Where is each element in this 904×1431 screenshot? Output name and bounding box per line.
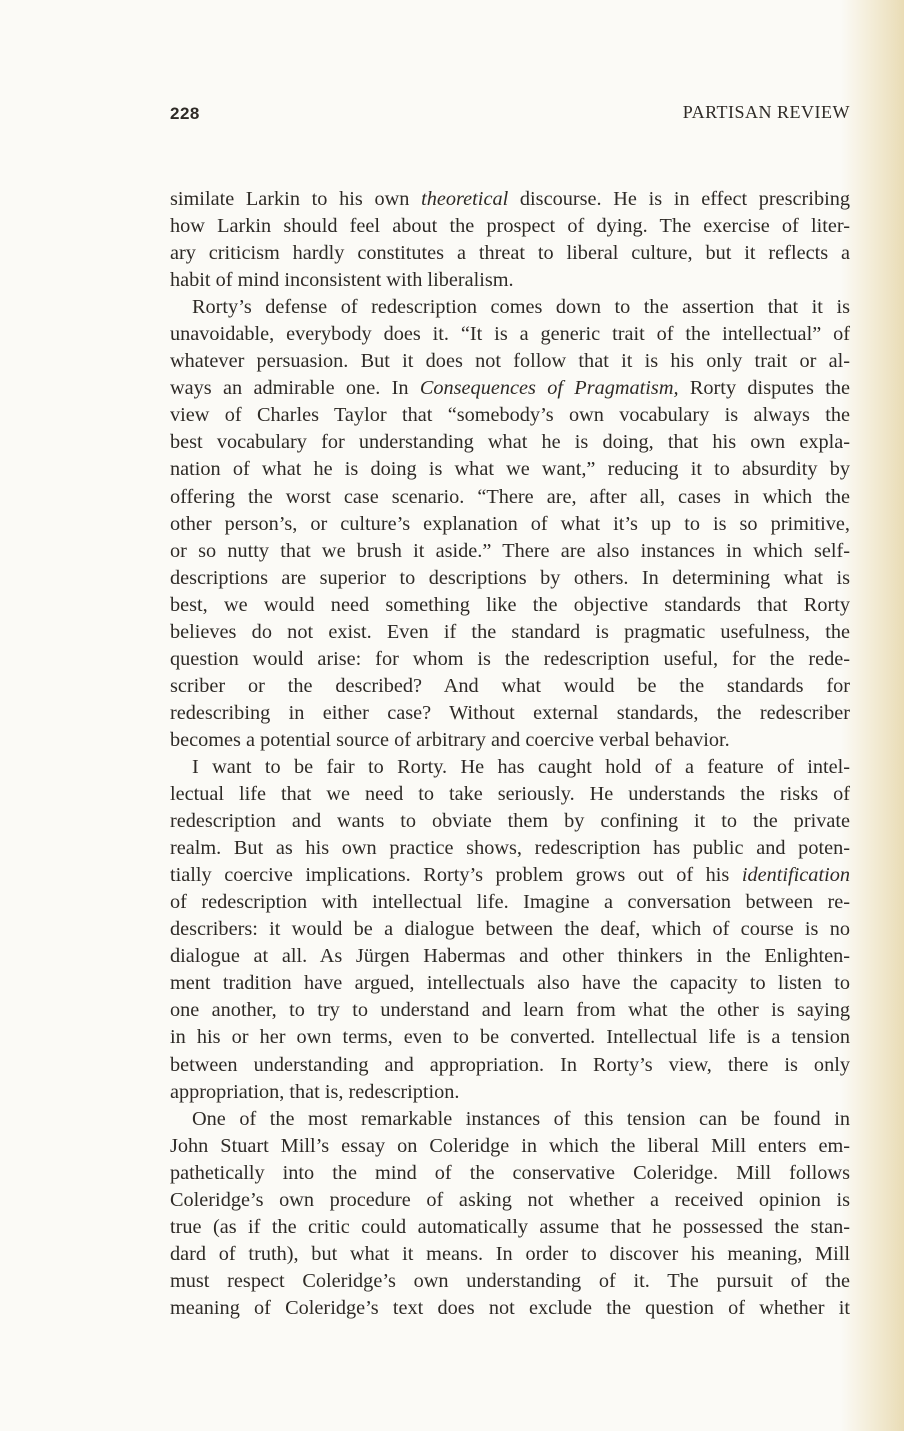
text-segment: or so nutty that we brush it aside.” There are also instances in which self-: [170, 539, 850, 562]
text-segment: Rorty’s defense of redescription comes down to the assertion that it is: [192, 296, 850, 319]
text-line: [170, 862, 850, 889]
text-segment: must respect Coleridge’s own understanding of it. The pursuit of the: [170, 1269, 850, 1292]
text-line: [170, 700, 850, 727]
text-segment: nation of what he is doing is what we want,” reducing it to absurdity by: [170, 458, 850, 481]
text-segment: similate Larkin to his own: [170, 188, 422, 210]
text-segment: believes do not exist. Even if the standard is pragmatic usefulness, the: [170, 620, 850, 643]
text-segment: of redescription with intellectual life. Imagine a conversation between re-: [170, 891, 850, 914]
text-segment: other person’s, or culture’s explanation of what it’s up to is so primitive,: [170, 512, 850, 535]
text-line: [170, 402, 850, 429]
text-segment: ment tradition have argued, intellectuals also have the capacity to listen to: [170, 972, 850, 995]
text-segment: Rorty disputes the: [678, 377, 851, 400]
article-body: [170, 186, 850, 1322]
text-line: [170, 186, 850, 213]
text-segment: redescribing in either case? Without external standards, the redescriber: [170, 701, 850, 724]
text-line: [170, 511, 850, 538]
text-line: [170, 538, 850, 565]
text-segment: redescription and wants to obviate them by confining it to the private: [170, 810, 850, 833]
text-line: [170, 619, 850, 646]
text-line: [170, 970, 850, 997]
text-line: [170, 348, 850, 375]
text-segment: descriptions are superior to descriptions by others. In determining what is: [170, 566, 850, 589]
running-title: PARTISAN REVIEW: [682, 102, 850, 122]
italic-text: Consequences of Pragmatism,: [419, 377, 679, 400]
text-line: [170, 835, 850, 862]
text-line: [170, 267, 850, 294]
text-line: [170, 1295, 850, 1322]
text-line: [170, 781, 850, 808]
text-line: [170, 1241, 850, 1268]
text-line: [170, 592, 850, 619]
text-segment: John Stuart Mill’s essay on Coleridge in which the liberal Mill enters em-: [170, 1134, 850, 1157]
text-line: [170, 1106, 850, 1133]
text-segment: question would arise: for whom is the redescription useful, for the rede-: [170, 647, 850, 670]
text-line: [170, 294, 850, 321]
text-segment: dialogue at all. As Jürgen Habermas and other thinkers in the Enlighten-: [170, 945, 850, 968]
text-segment: unavoidable, everybody does it. “It is a generic trait of the intellectual” of: [170, 323, 850, 346]
text-segment: habit of mind inconsistent with liberalism.: [170, 269, 514, 292]
text-line: [170, 1187, 850, 1214]
text-line: [170, 673, 850, 700]
text-segment: becomes a potential source of arbitrary and coercive verbal behavior.: [170, 728, 730, 751]
text-segment: Coleridge’s own procedure of asking not whether a received opinion is: [170, 1188, 850, 1211]
text-line: [170, 727, 850, 754]
text-line: [170, 429, 850, 456]
text-segment: view of Charles Taylor that “somebody’s own vocabulary is always the: [170, 404, 850, 427]
text-line: [170, 1133, 850, 1160]
text-segment: between understanding and appropriation. In Rorty’s view, there is only: [170, 1053, 850, 1076]
text-segment: ways an admirable one. In: [170, 377, 420, 400]
text-segment: how Larkin should feel about the prospect of dying. The exercise of liter-: [170, 215, 850, 238]
text-line: [170, 754, 850, 781]
text-segment: appropriation, that is, redescription.: [170, 1080, 460, 1103]
text-line: [170, 808, 850, 835]
text-line: [170, 1052, 850, 1079]
text-segment: best vocabulary for understanding what he is doing, that his own expla-: [170, 431, 850, 454]
text-segment: I want to be fair to Rorty. He has caught hold of a feature of intel-: [192, 755, 850, 778]
text-line: [170, 565, 850, 592]
text-segment: tially coercive implications. Rorty’s problem grows out of his: [170, 864, 742, 887]
text-segment: lectual life that we need to take seriously. He understands the risks of: [170, 783, 850, 806]
text-line: [170, 456, 850, 483]
text-line: [170, 1024, 850, 1051]
text-segment: offering the worst case scenario. “There are, after all, cases in which the: [170, 485, 850, 508]
text-segment: best, we would need something like the objective standards that Rorty: [170, 593, 850, 616]
text-line: [170, 1268, 850, 1295]
text-line: [170, 1214, 850, 1241]
text-line: [170, 321, 850, 348]
text-segment: whatever persuasion. But it does not follow that it is his only trait or al-: [170, 350, 850, 373]
text-segment: pathetically into the mind of the conservative Coleridge. Mill follows: [170, 1161, 850, 1184]
text-segment: in his or her own terms, even to be converted. Intellectual life is a tension: [170, 1026, 850, 1049]
text-line: [170, 997, 850, 1024]
text-segment: ary criticism hardly constitutes a threat to liberal culture, but it reflects a: [170, 242, 850, 265]
italic-text: theoretical: [421, 188, 509, 210]
text-line: [170, 916, 850, 943]
text-line: [170, 375, 850, 402]
text-line: [170, 240, 850, 267]
text-line: [170, 1160, 850, 1187]
text-line: [170, 889, 850, 916]
page-number: 228: [170, 104, 200, 123]
text-line: [170, 943, 850, 970]
text-segment: discourse. He is in effect prescribing: [508, 188, 851, 210]
text-segment: realm. But as his own practice shows, redescription has public and poten-: [170, 837, 850, 860]
text-segment: describers: it would be a dialogue between the deaf, which of course is no: [170, 918, 850, 941]
text-segment: one another, to try to understand and learn from what the other is saying: [170, 999, 850, 1022]
text-segment: meaning of Coleridge’s text does not exclude the question of whether it: [170, 1296, 850, 1319]
text-line: [170, 1079, 850, 1106]
text-line: [170, 213, 850, 240]
text-line: [170, 646, 850, 673]
text-line: [170, 484, 850, 511]
text-segment: dard of truth), but what it means. In order to discover his meaning, Mill: [170, 1242, 850, 1265]
text-segment: true (as if the critic could automatically assume that he possessed the stan-: [170, 1215, 850, 1238]
text-segment: One of the most remarkable instances of this tension can be found in: [192, 1107, 850, 1130]
italic-text: identification: [741, 864, 850, 887]
text-segment: scriber or the described? And what would be the standards for: [170, 674, 850, 697]
